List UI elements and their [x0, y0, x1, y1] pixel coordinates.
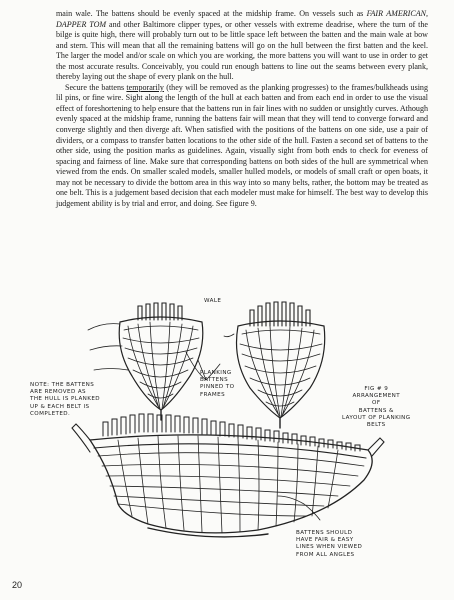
side-view-drawing — [72, 414, 384, 537]
paragraph-2 — [56, 83, 428, 210]
paragraph-1-part-a: main wale. The battens should be evenly spaced at the midship frame. On vessels such as — [56, 9, 367, 18]
label-wale: WALE — [204, 298, 222, 304]
body-text — [56, 9, 428, 209]
emphasis-temporarily: temporarily — [126, 82, 164, 92]
paragraph-1-part-b: and other Baltimore clipper types, or other vessels with extreme deadrise, where the turn of the bilge is quite high, there will probably turn out to be little space left between the batten and the main wale at bow and stern. This will mean that all the remaining battens will go on the hull between the first batten and the keel. The larger the model and/or scale on which you are working, the more battens you will want to use in order to get the most accurate results. Conceivably, you could run enough battens to line out the seams between every plank, thereby laying out the shape of every plank on the hull. — [56, 19, 428, 82]
label-planking-battens: PLANKING BATTENS PINNED TO FRAMES — [200, 370, 235, 398]
paragraph-1 — [56, 9, 428, 83]
figure-9 — [28, 290, 428, 575]
label-fair-lines: BATTENS SHOULD HAVE FAIR & EASY LINES WHEN VIEWED FROM ALL ANGLES — [296, 530, 363, 558]
ship-names: FAIR AMERICAN, DAPPER TOM — [56, 9, 429, 29]
stern-view-drawing — [237, 302, 325, 428]
paragraph-2-part-b: (they will be removed as the planking progresses) to the frames/bulkheads using lil pins, or fine wire. Sight along the length of the hull at each batten and from each end in order to use the visual effect of foreshortening to help ensure that the battens run in fair lines with no sudden or unsightly curves. Athough evenly spaced at the midship frame, running the battens fair will mean that they will tend to converge forward and converge slightly and then diverge aft. When satisfied with the positions of the battens on one side, use a pair of dividers, or a compass to transfer batten locations to the other side of the hull. Fasten a second set of battens to the other side, using the position marks as guidelines. Again, visually sight from both ends to check for eveness of spacing and fairness of line. Make sure that corresponding battens on both sides of the hull are symmetrical when viewed from the ends. On smaller scaled models, smaller hulled models, or models of small craft or open boats, it may not be necessary to divide the bottom area in this way into so many belts, rather, the bottom may be treated as one belt. This is a judgement based decision that each modeler must make for himself. The best way to develop this judgement ability is by trial and error, and doing. See figure 9. — [56, 82, 429, 208]
label-note: NOTE: THE BATTENS ARE REMOVED AS THE HULL IS PLANKED UP & EACH BELT IS COMPLETED. — [30, 382, 100, 417]
bow-view-drawing — [88, 303, 203, 420]
paragraph-2-part-a: Secure the battens — [65, 82, 127, 92]
page-number: 20 — [12, 580, 23, 590]
hull-drawing — [28, 290, 428, 575]
figure-caption: FIG # 9 ARRANGEMENT OF BATTENS & LAYOUT OF PLANKING BELTS — [342, 386, 411, 429]
